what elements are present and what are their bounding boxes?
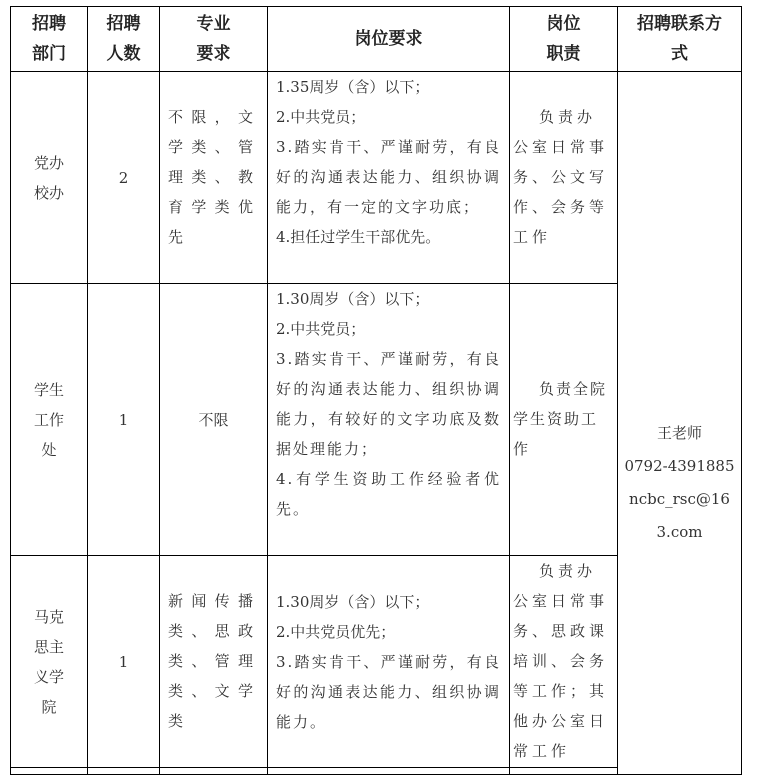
header-row [11,7,742,72]
empty-cell [268,768,510,775]
empty-cell [11,768,88,775]
empty-cell [160,768,268,775]
count-cell: 1 [88,556,160,768]
empty-cell [88,768,160,775]
dept-cell: 马克思主义学院 [11,556,88,768]
duty-cell: 负责办公室日常事务、思政课培训、会务等工作；其他办公室日常工作 [510,556,618,768]
dept-cell: 学生工作处 [11,284,88,556]
req-line: 4.担任过学生干部优先。 [276,228,441,246]
duty-cell: 负责办公室日常事务、公文写作、会务等工作 [510,72,618,284]
req-line: 4.有学生资助工作经验者优先。 [276,470,501,518]
contact-cell [618,72,742,775]
req-cell [268,72,510,284]
recruitment-table [10,6,742,775]
count-cell: 2 [88,72,160,284]
req-line: 3.踏实肯干、严谨耐劳，有良好的沟通表达能力、组织协调能力，有一定的文字功底； [276,138,501,216]
req-line: 2.中共党员； [276,108,366,126]
req-line: 3.踏实肯干、严谨耐劳，有良好的沟通表达能力、组织协调能力，有较好的文字功底及数据处理能力； [276,350,501,458]
req-line: 3.踏实肯干、严谨耐劳，有良好的沟通表达能力、组织协调能力。 [276,652,501,731]
header-contact: 招聘联系方式 [618,7,742,72]
header-duty: 岗位职责 [510,7,618,72]
req-cell [268,284,510,556]
duty-cell: 负责全院学生资助工作 [510,284,618,556]
table-row [11,72,742,284]
major-cell: 新闻传播类、思政类、管理类、文学类 [160,556,268,768]
header-count: 招聘人数 [88,7,160,72]
major-cell: 不限 [160,284,268,556]
req-line: 1.30周岁（含）以下； [276,592,430,611]
dept-cell: 党办校办 [11,72,88,284]
contact-phone: 0792-4391885 [624,457,735,475]
contact-name: 王老师 [656,424,702,442]
major-cell: 不限，文学类、管理类、教育学类优先 [160,72,268,284]
contact-email: ncbc_rsc@163.com [629,490,730,541]
header-req: 岗位要求 [268,7,510,72]
req-line: 2.中共党员； [276,320,366,338]
header-dept: 招聘部门 [11,7,88,72]
req-cell [268,556,510,768]
header-major: 专业要求 [160,7,268,72]
req-line: 1.35周岁（含）以下； [276,78,430,96]
req-line: 2.中共党员优先； [276,622,396,641]
req-line: 1.30周岁（含）以下； [276,290,430,308]
count-cell: 1 [88,284,160,556]
empty-cell [510,768,618,775]
